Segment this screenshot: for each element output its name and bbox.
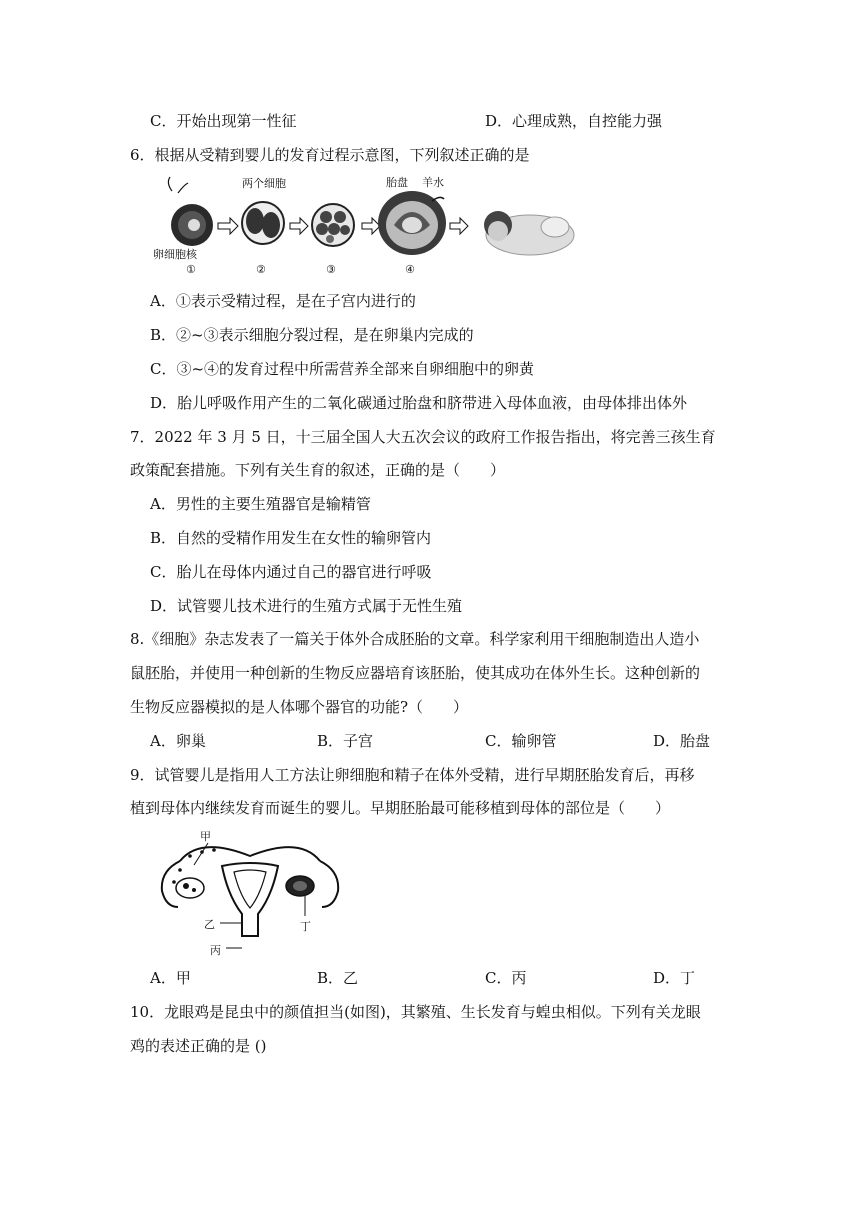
q9-female-reproductive-figure — [150, 826, 350, 956]
label-placenta: 胎盘 — [386, 176, 408, 189]
baby-image — [484, 211, 574, 255]
q10-stem-line1: 10．龙眼鸡是昆虫中的颜值担当(如图)，其繁殖、生长发育与蝗虫相似。下列有关龙眼 — [130, 1003, 701, 1021]
q7-option-b: B．自然的受精作用发生在女性的输卵管内 — [150, 529, 432, 547]
q9-option-a: A．甲 — [150, 969, 191, 987]
arrow-3 — [362, 218, 380, 234]
label-jia: 甲 — [200, 830, 211, 843]
q7-stem-line2: 政策配套措施。下列有关生育的叙述，正确的是（ ） — [130, 461, 506, 479]
label-yi: 乙 — [204, 918, 215, 931]
q8-option-a: A．卵巢 — [150, 732, 206, 750]
q9-option-d: D．丁 — [653, 969, 696, 987]
stage-4-number: ④ — [405, 263, 415, 276]
stage-3-number: ③ — [326, 263, 336, 276]
q8-stem-line1: 8.《细胞》杂志发表了一篇关于体外合成胚胎的文章。科学家利用干细胞制造出人造小 — [130, 630, 700, 648]
arrow-4 — [450, 218, 468, 234]
stage-4-embryo-in-womb — [378, 191, 446, 255]
q6-option-a: A．①表示受精过程，是在子宫内进行的 — [150, 292, 416, 310]
q8-option-c: C．输卵管 — [485, 732, 557, 750]
stage-1-fertilized-egg — [168, 177, 213, 246]
arrow-1 — [218, 218, 238, 234]
arrow-2 — [290, 218, 308, 234]
q6-option-c: C．③~④的发育过程中所需营养全部来自卵细胞中的卵黄 — [150, 360, 535, 378]
q8-stem-line2: 鼠胚胎，并使用一种创新的生物反应器培育该胚胎，使其成功在体外生长。这种创新的 — [130, 664, 701, 682]
q8-option-b: B．子宫 — [317, 732, 374, 750]
q10-stem-line2: 鸡的表述正确的是 () — [130, 1037, 267, 1055]
stage-1-number: ① — [186, 263, 196, 276]
q7-option-c: C．胎儿在母体内通过自己的器官进行呼吸 — [150, 563, 432, 581]
label-amniotic-fluid: 羊水 — [422, 176, 444, 189]
q7-option-d: D．试管婴儿技术进行的生殖方式属于无性生殖 — [150, 597, 463, 615]
q6-development-figure — [150, 173, 580, 278]
q6-option-b: B．②~③表示细胞分裂过程，是在卵巢内完成的 — [150, 326, 474, 344]
stage-2-number: ② — [256, 263, 266, 276]
label-ding: 丁 — [300, 920, 311, 933]
q5-option-d: D．心理成熟，自控能力强 — [485, 112, 663, 130]
q7-stem-line1: 7．2022 年 3 月 5 日，十三届全国人大五次会议的政府工作报告指出，将完善三孩生育 — [130, 428, 716, 446]
label-egg-nucleus: 卵细胞核 — [153, 248, 197, 261]
q9-option-b: B．乙 — [317, 969, 359, 987]
q8-stem-line3: 生物反应器模拟的是人体哪个器官的功能?（ ） — [130, 698, 469, 716]
q6-option-d: D．胎儿呼吸作用产生的二氧化碳通过胎盘和脐带进入母体血液，由母体排出体外 — [150, 394, 688, 412]
label-two-cells: 两个细胞 — [242, 177, 286, 190]
q8-option-d: D．胎盘 — [653, 732, 711, 750]
q9-stem-line2: 植到母体内继续发育而诞生的婴儿。早期胚胎最可能移植到母体的部位是（ ） — [130, 799, 671, 817]
label-bing: 丙 — [210, 944, 221, 956]
q5-option-c: C．开始出现第一性征 — [150, 112, 297, 130]
stage-2-two-cells — [242, 202, 284, 244]
q9-stem-line1: 9．试管婴儿是指用人工方法让卵细胞和精子在体外受精，进行早期胚胎发育后，再移 — [130, 766, 695, 784]
q9-option-c: C．丙 — [485, 969, 527, 987]
q6-stem: 6．根据从受精到婴儿的发育过程示意图，下列叙述正确的是 — [130, 146, 530, 164]
q7-option-a: A．男性的主要生殖器官是输精管 — [150, 495, 371, 513]
stage-3-morula — [312, 204, 354, 246]
